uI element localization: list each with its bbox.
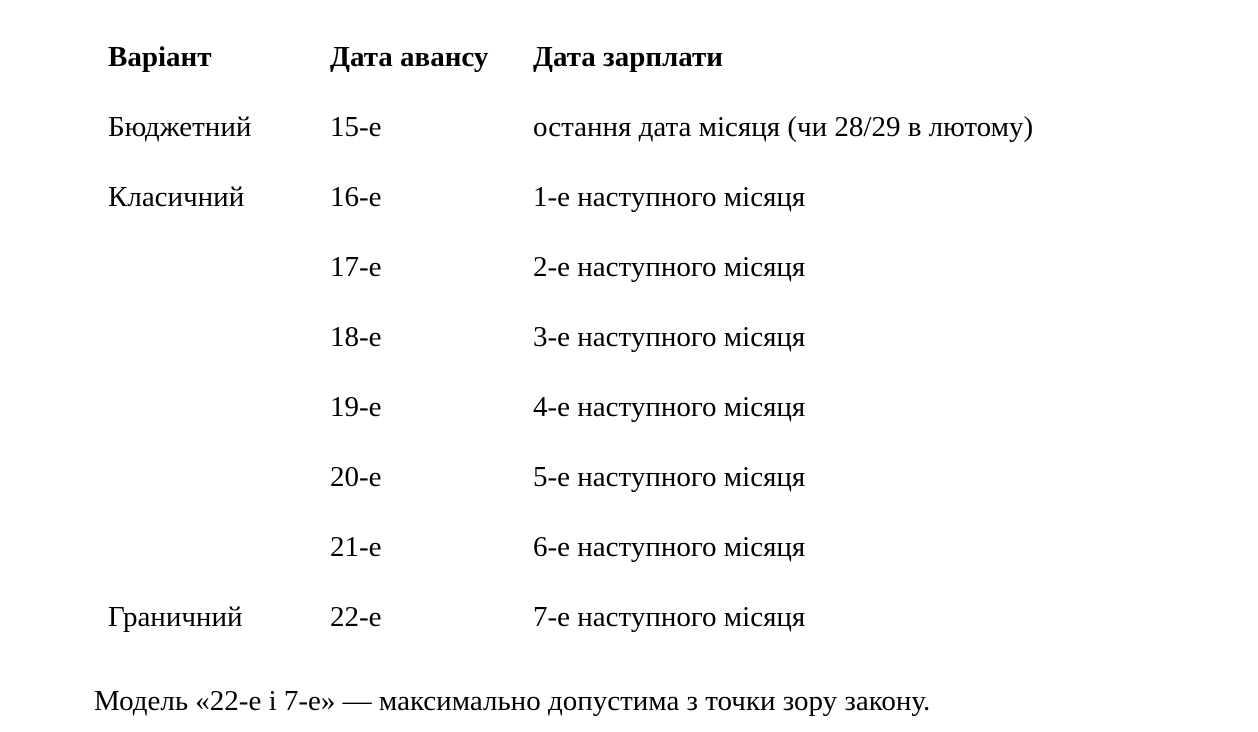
cell-advance-date: 17-е [330,251,382,283]
cell-advance-date: 16-е [330,181,382,213]
table-body [98,92,1143,652]
cell-salary-date: остання дата місяця (чи 28/29 в лютому) [533,111,1034,143]
cell-advance-date: 15-е [330,111,382,143]
cell-salary-date: 5-е наступного місяця [533,461,806,493]
cell-advance-date: 22-е [330,601,382,633]
table-row [98,92,1143,162]
table-row [98,302,1143,372]
cell-advance-date: 21-е [330,531,382,563]
table-row [98,582,1143,652]
column-header-variant: Варіант [108,41,212,73]
cell-variant [98,232,320,302]
cell-advance-date: 19-е [330,391,382,423]
column-header-salary-date: Дата зарплати [533,41,724,73]
cell-salary-date: 6-е наступного місяця [533,531,806,563]
cell-variant: Бюджетний [108,111,252,143]
cell-variant [98,442,320,512]
table-row [98,162,1143,232]
cell-advance-date: 20-е [330,461,382,493]
cell-salary-date: 7-е наступного місяця [533,601,806,633]
cell-variant: Класичний [108,181,245,213]
table-header-row [98,22,1143,92]
payment-schedule-table [98,22,1143,652]
table-row [98,232,1143,302]
column-header-advance-date: Дата авансу [330,41,489,73]
table-header [98,22,1143,92]
footnote-text: Модель «22-е і 7-е» — максимально допустима з точки зору закону. [94,685,931,717]
cell-salary-date: 4-е наступного місяця [533,391,806,423]
cell-salary-date: 2-е наступного місяця [533,251,806,283]
cell-advance-date: 18-е [330,321,382,353]
cell-variant [98,372,320,442]
cell-variant [98,302,320,372]
table-row [98,512,1143,582]
table-row [98,442,1143,512]
cell-variant: Граничний [108,601,243,633]
cell-salary-date: 3-е наступного місяця [533,321,806,353]
cell-salary-date: 1-е наступного місяця [533,181,806,213]
table-row [98,372,1143,442]
cell-variant [98,512,320,582]
